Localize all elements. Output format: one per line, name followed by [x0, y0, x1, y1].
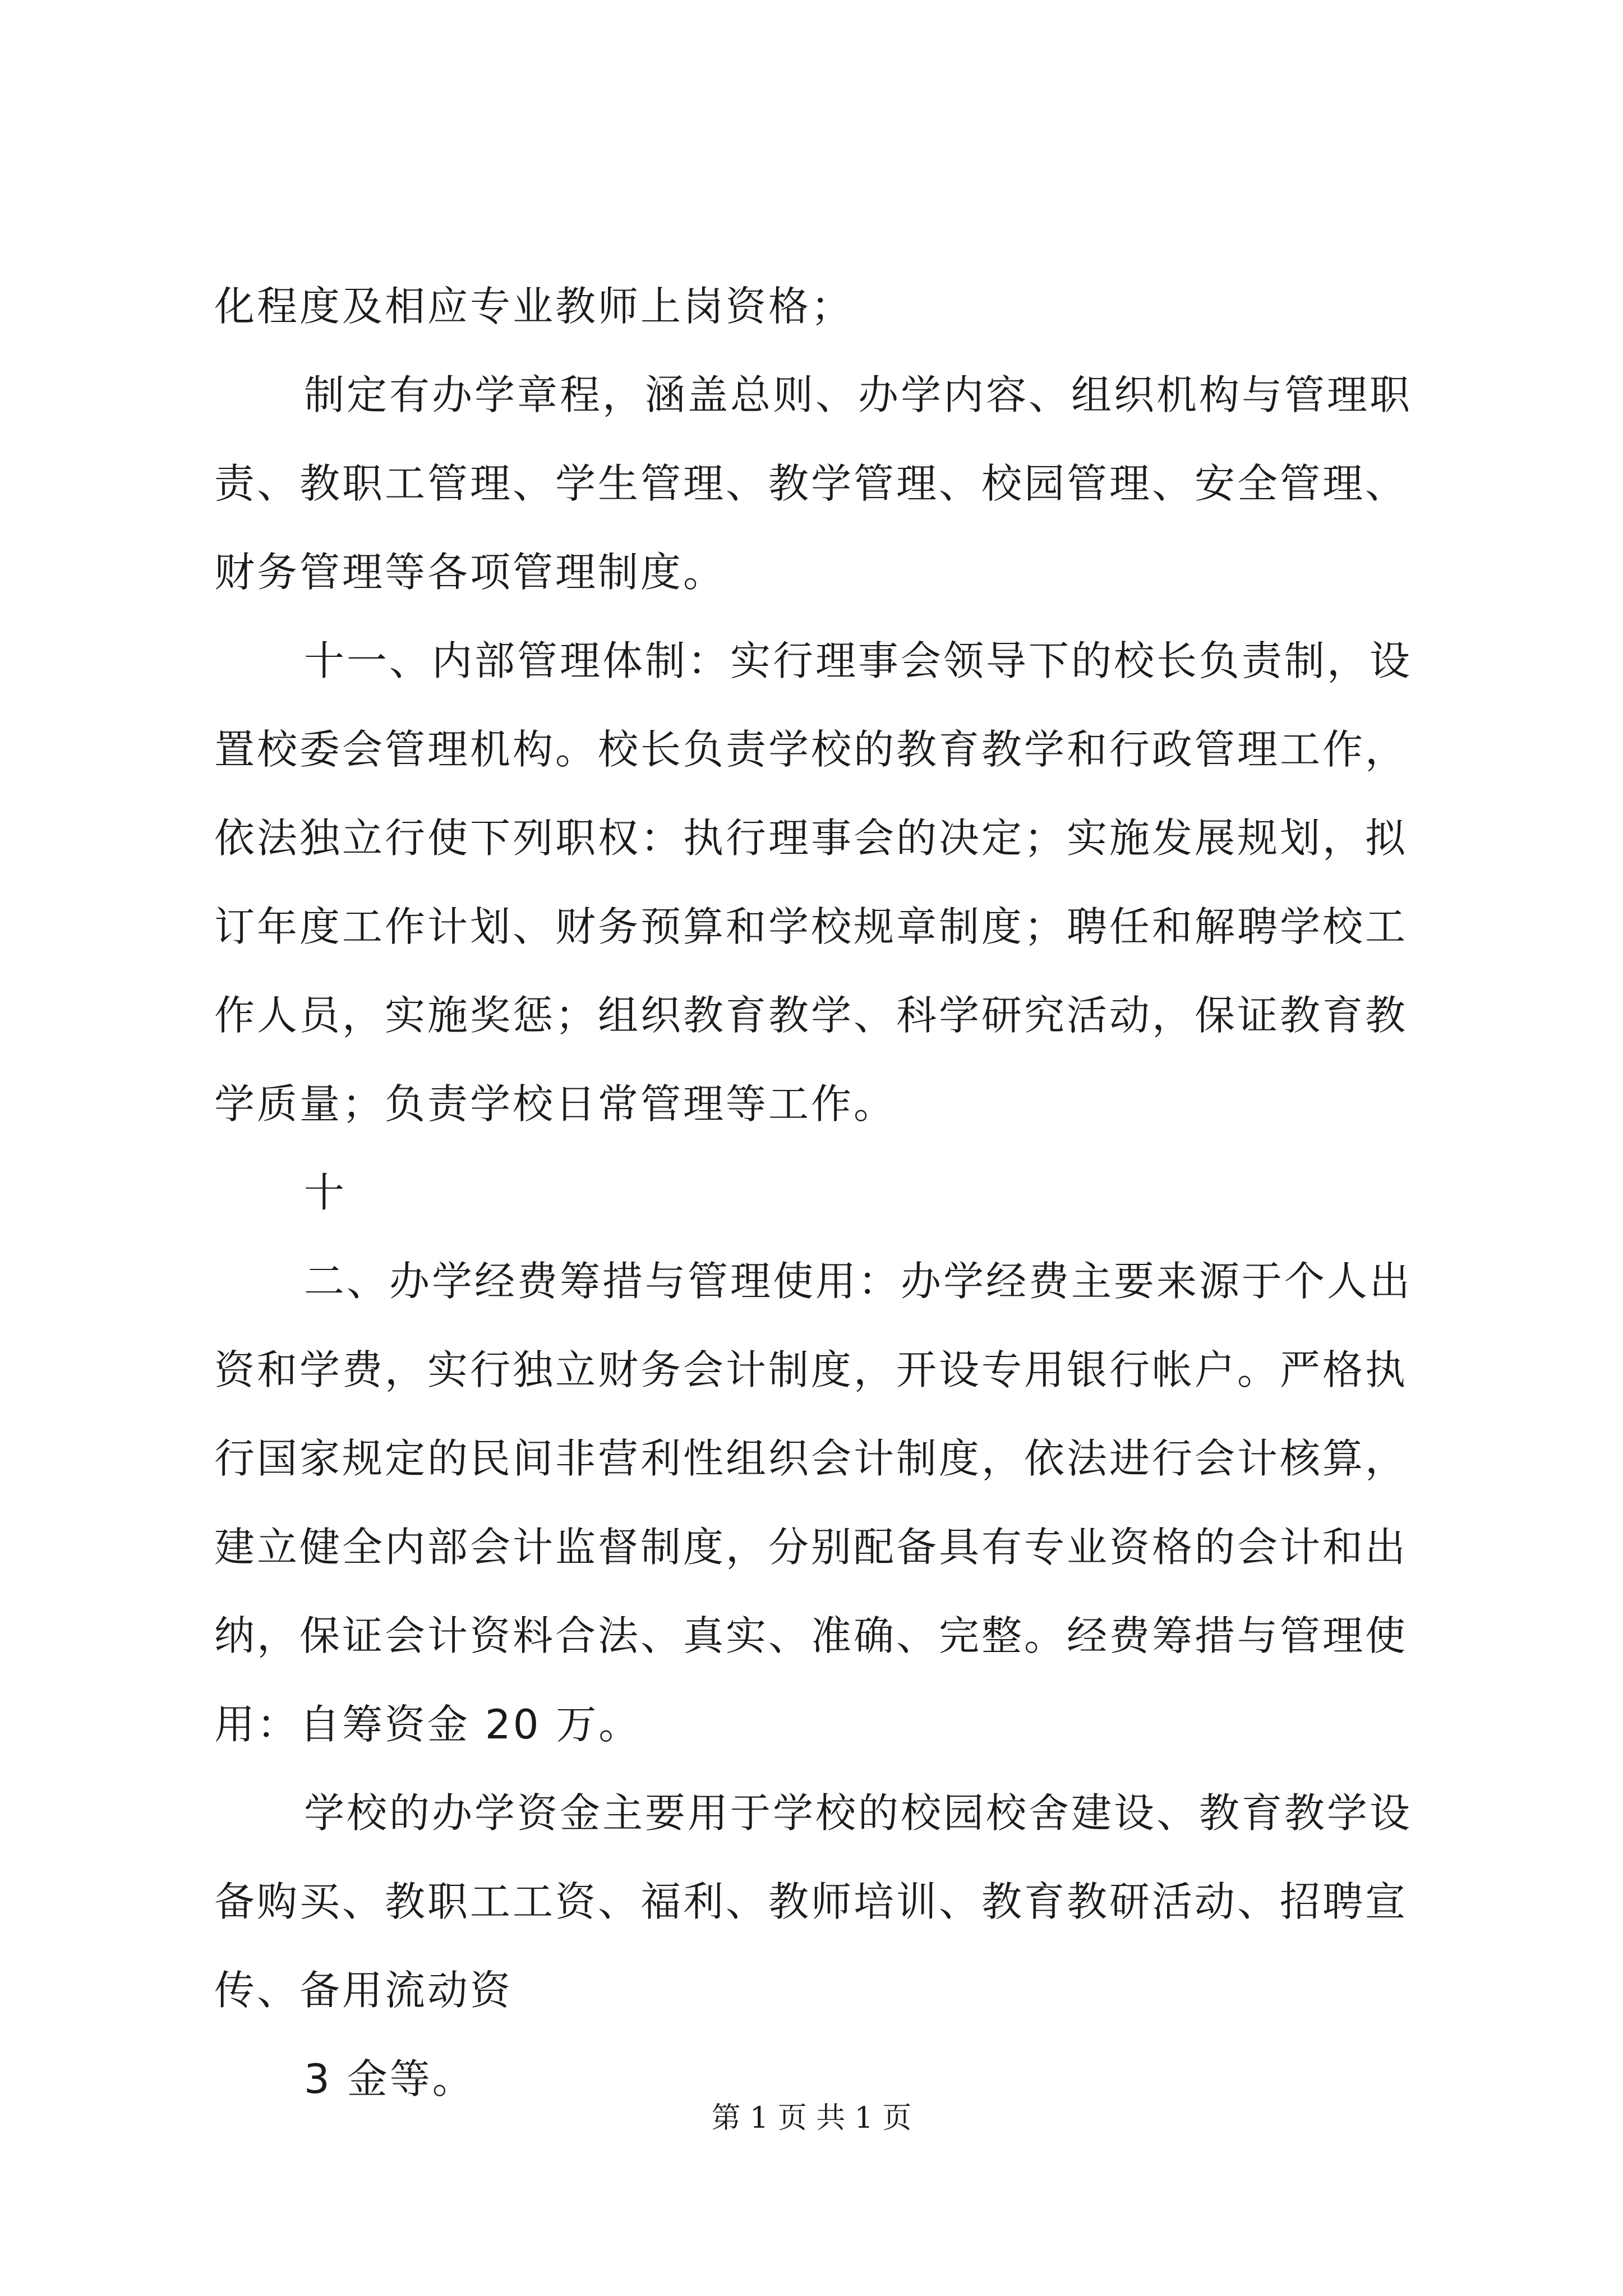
text-line: 用：自筹资金 20 万。: [214, 1701, 642, 1748]
text-line: 作人员，实施奖惩；组织教育教学、科学研究活动，保证教育教: [214, 992, 1408, 1039]
text-line: 二、办学经费筹措与管理使用：办学经费主要来源于个人出: [304, 1258, 1413, 1305]
text-line: 制定有办学章程，涵盖总则、办学内容、组织机构与管理职: [304, 371, 1413, 418]
text-line: 学质量；负责学校日常管理等工作。: [214, 1080, 897, 1128]
text-line: 十: [304, 1169, 347, 1216]
document-body: [214, 283, 1454, 2147]
text-line: 建立健全内部会计监督制度，分别配备具有专业资格的会计和出: [214, 1524, 1408, 1571]
text-line: 责、教职工管理、学生管理、教学管理、校园管理、安全管理、: [214, 460, 1408, 507]
text-line: 十一、内部管理体制：实行理事会领导下的校长负责制，设: [304, 637, 1413, 684]
text-line: 订年度工作计划、财务预算和学校规章制度；聘任和解聘学校工: [214, 903, 1408, 950]
text-line: 学校的办学资金主要用于学校的校园校舍建设、教育教学设: [304, 1789, 1413, 1837]
text-line: 备购买、教职工工资、福利、教师培训、教育教研活动、招聘宣: [214, 1878, 1408, 1925]
text-line: 财务管理等各项管理制度。: [214, 549, 726, 596]
text-line: 依法独立行使下列职权：执行理事会的决定；实施发展规划，拟: [214, 815, 1408, 862]
text-line: 纳，保证会计资料合法、真实、准确、完整。经费筹措与管理使: [214, 1612, 1408, 1659]
text-line: 3 金等。: [304, 2055, 475, 2102]
text-line: 行国家规定的民间非营利性组织会计制度，依法进行会计核算，: [214, 1435, 1408, 1482]
text-line: 资和学费，实行独立财务会计制度，开设专用银行帐户。严格执: [214, 1346, 1408, 1393]
text-line: 化程度及相应专业教师上岗资格；: [214, 283, 854, 330]
text-line: 传、备用流动资: [214, 1967, 513, 2014]
text-line: 置校委会管理机构。校长负责学校的教育教学和行政管理工作，: [214, 726, 1408, 773]
page-number-footer: 第 1 页 共 1 页: [711, 2101, 912, 2135]
